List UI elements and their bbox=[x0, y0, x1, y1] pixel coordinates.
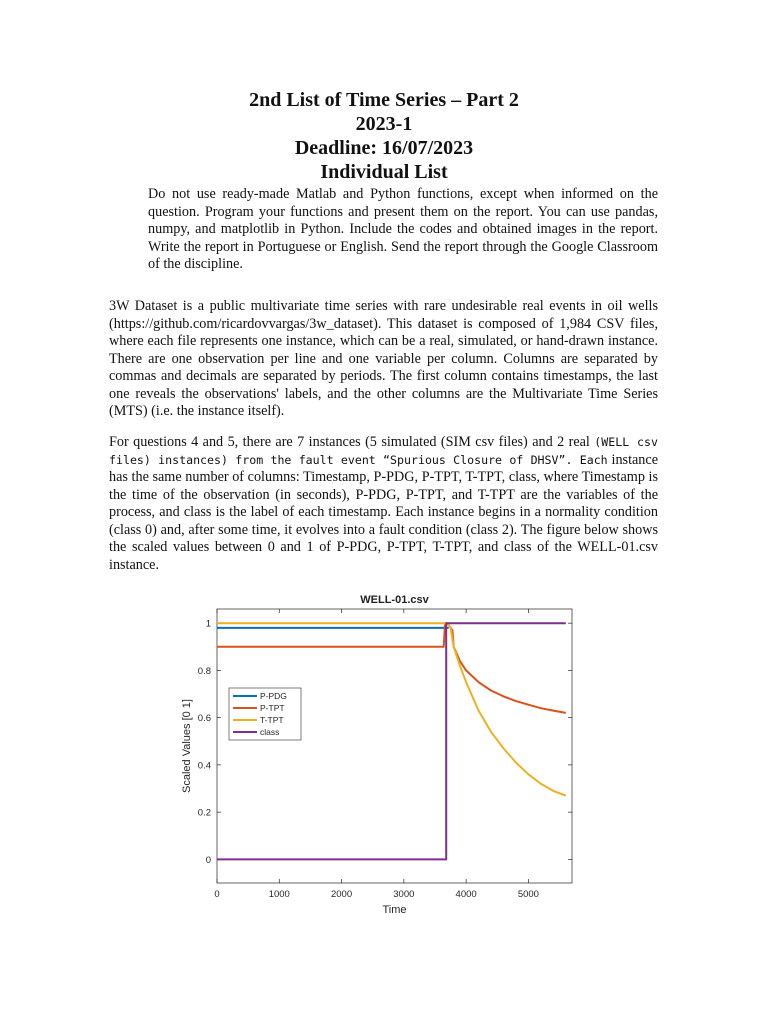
well-chart-figure bbox=[172, 590, 592, 925]
y-tick-label: 0.6 bbox=[197, 713, 211, 725]
x-axis-label: Time bbox=[382, 904, 407, 916]
paragraph2-mono-text: (WELL csv files) instances) from the fault event “Spurious Closure of DHSV”. Each bbox=[109, 435, 658, 467]
well-chart bbox=[172, 590, 592, 925]
legend-label-p-tpt: P-TPT bbox=[260, 703, 285, 713]
instructions-paragraph: Do not use ready-made Matlab and Python functions, except when informed on the question. Program your functions and present them on the report. You can use pandas, numpy, and matplotlib in Python. Include the codes and obtained images in the report. Write the report in Portuguese or English. Send the report through the Google Classroom of the discipline. bbox=[148, 186, 658, 272]
legend-label-class: class bbox=[260, 727, 280, 737]
x-tick-label: 2000 bbox=[330, 889, 353, 900]
legend-label-p-pdg: P-PDG bbox=[260, 691, 287, 701]
paragraph2-part2: instance has the same number of columns: Timestamp, P-PDG, P-TPT, T-TPT, class, where Timestamp is the time of the observation (in seconds), P-PDG, P-TPT, and T-TPT are the variables of the process, and class is the label of each timestamp. Each instance begins in a normality condition (class 0) and, after some time, it evolves into a fault condition (class 2). The figure below shows the scaled values between 0 and 1 of P-PDG, P-TPT, T-TPT, and class of the WELL-01.csv instance. bbox=[109, 451, 658, 573]
y-axis-label: Scaled Values [0 1] bbox=[181, 699, 193, 793]
y-tick-label: 0.4 bbox=[197, 760, 211, 772]
y-tick-label: 1 bbox=[205, 618, 211, 630]
plot-area bbox=[217, 609, 572, 883]
y-tick-label: 0 bbox=[205, 854, 211, 866]
x-tick-label: 1000 bbox=[268, 889, 290, 900]
questions-description-paragraph bbox=[109, 434, 658, 574]
document-deadline: Deadline: 16/07/2023 bbox=[294, 137, 474, 159]
document-header bbox=[0, 88, 768, 184]
document-list-type: Individual List bbox=[320, 161, 448, 183]
x-tick-label: 5000 bbox=[517, 889, 539, 900]
paragraph2-part1: For questions 4 and 5, there are 7 instances (5 simulated (SIM csv files) and 2 real bbox=[109, 434, 595, 450]
x-tick-label: 3000 bbox=[393, 889, 415, 900]
x-tick-label: 0 bbox=[214, 889, 220, 900]
y-tick-label: 0.2 bbox=[197, 807, 211, 819]
legend-label-t-tpt: T-TPT bbox=[260, 715, 284, 725]
y-tick-label: 0.8 bbox=[197, 665, 211, 677]
chart-title: WELL-01.csv bbox=[360, 594, 429, 606]
document-title: 2nd List of Time Series – Part 2 bbox=[249, 89, 519, 111]
dataset-description-paragraph: 3W Dataset is a public multivariate time series with rare undesirable real events in oil wells (https://github.com/ricardovvargas/3w_dataset). This dataset is composed of 1,984 CSV files, where each file represents one instance, which can be a real, simulated, or hand-drawn instance. There are one observation per line and one variable per column. Columns are separated by commas and decimals are separated by periods. The first column contains timestamps, the last one reveals the observations' labels, and the other columns are the Multivariate Time Series (MTS) (i.e. the instance itself). bbox=[109, 298, 658, 419]
document-term: 2023-1 bbox=[355, 113, 413, 135]
x-tick-label: 4000 bbox=[455, 889, 477, 900]
